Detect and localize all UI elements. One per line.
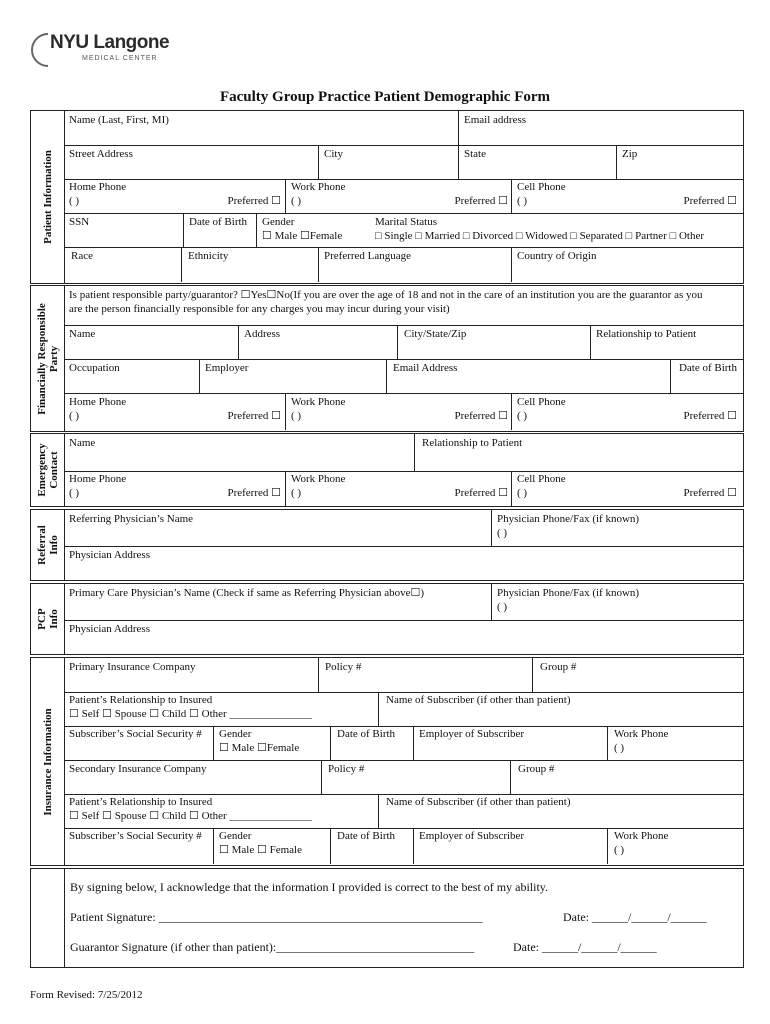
employer-field[interactable]: Employer	[199, 359, 387, 393]
work-phone-field[interactable]: Work Phone ( ) Preferred ☐	[285, 179, 512, 213]
home-phone-preferred-checkbox[interactable]: Preferred ☐	[227, 195, 281, 207]
signature-section	[30, 868, 744, 968]
acknowledgement-text: By signing below, I acknowledge that the information I provided is correct to the best of my ability.	[70, 880, 548, 894]
patient-name-row	[64, 111, 743, 146]
financial-relationship-field[interactable]: Relationship to Patient	[590, 325, 743, 359]
primary-relationship-field[interactable]: Patient’s Relationship to Insured ☐ Self ☐ Spouse ☐ Child ☐ Other _______________	[69, 694, 312, 720]
primary-policy-field[interactable]: Policy #	[318, 658, 533, 692]
primary-subscriber-employer-field[interactable]: Employer of Subscriber	[413, 726, 608, 760]
cell-phone-field[interactable]: Cell Phone ( ) Preferred ☐	[511, 179, 743, 213]
guarantor-question[interactable]: Is patient responsible party/guarantor? ☐Yes☐No(If you are over the age of 18 and not in the care of an institution you are the guarantor as you	[69, 289, 703, 301]
patient-phone-row	[64, 179, 743, 214]
primary-group-field[interactable]: Group #	[532, 658, 743, 692]
primary-subscriber-row	[64, 726, 743, 761]
secondary-relationship-checkboxes[interactable]: ☐ Self ☐ Spouse ☐ Child ☐ Other _______________	[69, 810, 312, 822]
form-title: Faculty Group Practice Patient Demographic Form	[219, 89, 551, 105]
emergency-phone-row	[64, 471, 743, 506]
patient-address-row	[64, 145, 743, 180]
emergency-relationship-field[interactable]: Relationship to Patient	[414, 434, 743, 471]
emergency-cell-phone-field[interactable]: Cell Phone ( ) Preferred ☐	[511, 471, 743, 506]
primary-subscriber-ssn-field[interactable]: Subscriber’s Social Security #	[69, 728, 202, 740]
secondary-relationship-row	[64, 794, 743, 829]
patient-information-section	[30, 110, 744, 284]
race-field[interactable]: Race	[71, 250, 93, 262]
ssn-field[interactable]: SSN	[69, 216, 90, 228]
section-label-patient-info: Patient Information	[31, 111, 65, 283]
secondary-subscriber-work-phone-field[interactable]: Work Phone ( )	[607, 828, 743, 864]
secondary-policy-field[interactable]: Policy #	[321, 760, 511, 794]
guarantor-signature-date[interactable]: Date: ______/______/______	[513, 940, 657, 954]
primary-relationship-row	[64, 692, 743, 727]
logo-arc-icon	[30, 30, 52, 70]
secondary-subscriber-ssn-field[interactable]: Subscriber’s Social Security #	[69, 830, 202, 842]
emergency-work-phone-field[interactable]: Work Phone ( ) Preferred ☐	[285, 471, 512, 506]
insurance-information-section	[30, 657, 744, 866]
section-label-referral: Referral Info	[31, 510, 65, 580]
section-label-insurance: Insurance Information	[31, 658, 65, 865]
financial-cell-phone-field[interactable]: Cell Phone ( ) Preferred ☐	[511, 393, 743, 430]
street-address-field[interactable]: Street Address	[69, 148, 133, 160]
referral-physician-address-field[interactable]: Physician Address	[69, 549, 150, 561]
pcp-address-row	[64, 620, 743, 654]
secondary-subscriber-employer-field[interactable]: Employer of Subscriber	[413, 828, 608, 864]
financial-dob-field[interactable]: Date of Birth	[670, 359, 743, 393]
primary-insurance-company-field[interactable]: Primary Insurance Company	[69, 661, 196, 673]
referring-physician-name-field[interactable]: Referring Physician’s Name	[69, 513, 194, 525]
marital-status-field[interactable]: Marital Status □ Single □ Married □ Divorced □ Widowed □ Separated □ Partner □ Other	[375, 216, 705, 242]
financial-name-field[interactable]: Name	[69, 328, 96, 340]
logo-subtitle: MEDICAL CENTER	[82, 55, 158, 62]
section-label-financial: Financially Responsible Party	[31, 286, 65, 431]
emergency-name-row	[64, 434, 743, 472]
nyu-langone-logo	[30, 30, 170, 78]
occupation-field[interactable]: Occupation	[69, 362, 120, 374]
primary-insurance-row	[64, 658, 743, 693]
primary-subscriber-name-field[interactable]: Name of Subscriber (if other than patient)	[378, 692, 743, 726]
guarantor-signature-line[interactable]: Guarantor Signature (if other than patient):_________________________________	[70, 940, 475, 954]
referral-phone-fax-field[interactable]: Physician Phone/Fax (if known) ( )	[491, 510, 743, 546]
financial-work-phone-field[interactable]: Work Phone ( ) Preferred ☐	[285, 393, 512, 430]
primary-subscriber-dob-field[interactable]: Date of Birth	[330, 726, 414, 760]
city-field[interactable]: City	[318, 145, 459, 179]
section-label-signature	[31, 869, 65, 967]
secondary-subscriber-row	[64, 828, 743, 864]
patient-name-field[interactable]: Name (Last, First, MI)	[69, 114, 169, 126]
pcp-info-section	[30, 583, 744, 655]
financial-home-phone-field[interactable]: Home Phone ( ) Preferred ☐	[69, 396, 281, 422]
section-label-emergency: Emergency Contact	[31, 434, 65, 506]
section-label-pcp: PCP Info	[31, 584, 65, 654]
patient-personal-row	[64, 213, 743, 248]
date-of-birth-field[interactable]: Date of Birth	[183, 213, 257, 247]
secondary-subscriber-dob-field[interactable]: Date of Birth	[330, 828, 414, 864]
emergency-home-phone-field[interactable]: Home Phone ( ) Preferred ☐	[69, 473, 281, 499]
patient-signature-line[interactable]: Patient Signature: ______________________________________________________	[70, 910, 483, 924]
pcp-physician-address-field[interactable]: Physician Address	[69, 623, 150, 635]
secondary-insurance-row	[64, 760, 743, 795]
guarantor-question-row: Is patient responsible party/guarantor? ☐Yes☐No(If you are over the age of 18 and not in the care of an institution you are the guarantor as you are the person financially responsible for any charges you may incur during your visit)	[64, 286, 743, 326]
emergency-name-field[interactable]: Name	[69, 437, 96, 449]
pcp-name-field[interactable]: Primary Care Physician’s Name (Check if same as Referring Physician above☐)	[69, 587, 425, 599]
secondary-subscriber-gender-field[interactable]: Gender ☐ Male ☐ Female	[213, 828, 331, 864]
secondary-insurance-company-field[interactable]: Secondary Insurance Company	[69, 763, 207, 775]
home-phone-field[interactable]: Home Phone ( ) Preferred ☐	[69, 181, 281, 207]
marital-status-checkboxes[interactable]: □ Single □ Married □ Divorced □ Widowed □ Separated □ Partner □ Other	[375, 230, 705, 242]
referral-address-row	[64, 546, 743, 580]
secondary-group-field[interactable]: Group #	[510, 760, 743, 794]
patient-signature-date[interactable]: Date: ______/______/______	[563, 910, 707, 924]
ethnicity-field[interactable]: Ethnicity	[181, 247, 319, 282]
preferred-language-field[interactable]: Preferred Language	[318, 247, 512, 282]
form-revised-date: Form Revised: 7/25/2012	[30, 989, 143, 1001]
financial-phone-row	[64, 393, 743, 430]
referral-info-section	[30, 509, 744, 581]
gender-field[interactable]: Gender ☐ Male ☐Female	[256, 213, 368, 247]
emergency-contact-section	[30, 433, 744, 507]
primary-subscriber-work-phone-field[interactable]: Work Phone ( )	[607, 726, 743, 760]
financial-email-field[interactable]: Email Address	[386, 359, 671, 393]
pcp-name-row	[64, 584, 743, 621]
secondary-relationship-field[interactable]: Patient’s Relationship to Insured ☐ Self ☐ Spouse ☐ Child ☐ Other _______________	[69, 796, 312, 822]
secondary-subscriber-name-field[interactable]: Name of Subscriber (if other than patient)	[378, 794, 743, 828]
referral-name-row	[64, 510, 743, 547]
cell-phone-preferred-checkbox[interactable]: Preferred ☐	[683, 195, 737, 207]
pcp-phone-fax-field[interactable]: Physician Phone/Fax (if known) ( )	[491, 584, 743, 620]
financial-city-state-zip-field[interactable]: City/State/Zip	[397, 325, 591, 359]
primary-subscriber-gender-field[interactable]: Gender ☐ Male ☐Female	[213, 726, 331, 760]
work-phone-preferred-checkbox[interactable]: Preferred ☐	[454, 195, 508, 207]
financial-occupation-row	[64, 359, 743, 394]
patient-email-field[interactable]: Email address	[458, 111, 743, 145]
primary-relationship-checkboxes[interactable]: ☐ Self ☐ Spouse ☐ Child ☐ Other _______________	[69, 708, 312, 720]
financial-address-field[interactable]: Address	[238, 325, 398, 359]
state-field[interactable]: State	[458, 145, 617, 179]
country-of-origin-field[interactable]: Country of Origin	[511, 247, 743, 282]
financial-name-row	[64, 325, 743, 360]
logo-name: NYU Langone	[50, 32, 170, 53]
gender-checkboxes[interactable]: ☐ Male ☐Female	[262, 230, 343, 242]
patient-demographics-row	[64, 247, 743, 282]
financially-responsible-section	[30, 285, 744, 432]
zip-field[interactable]: Zip	[616, 145, 743, 179]
